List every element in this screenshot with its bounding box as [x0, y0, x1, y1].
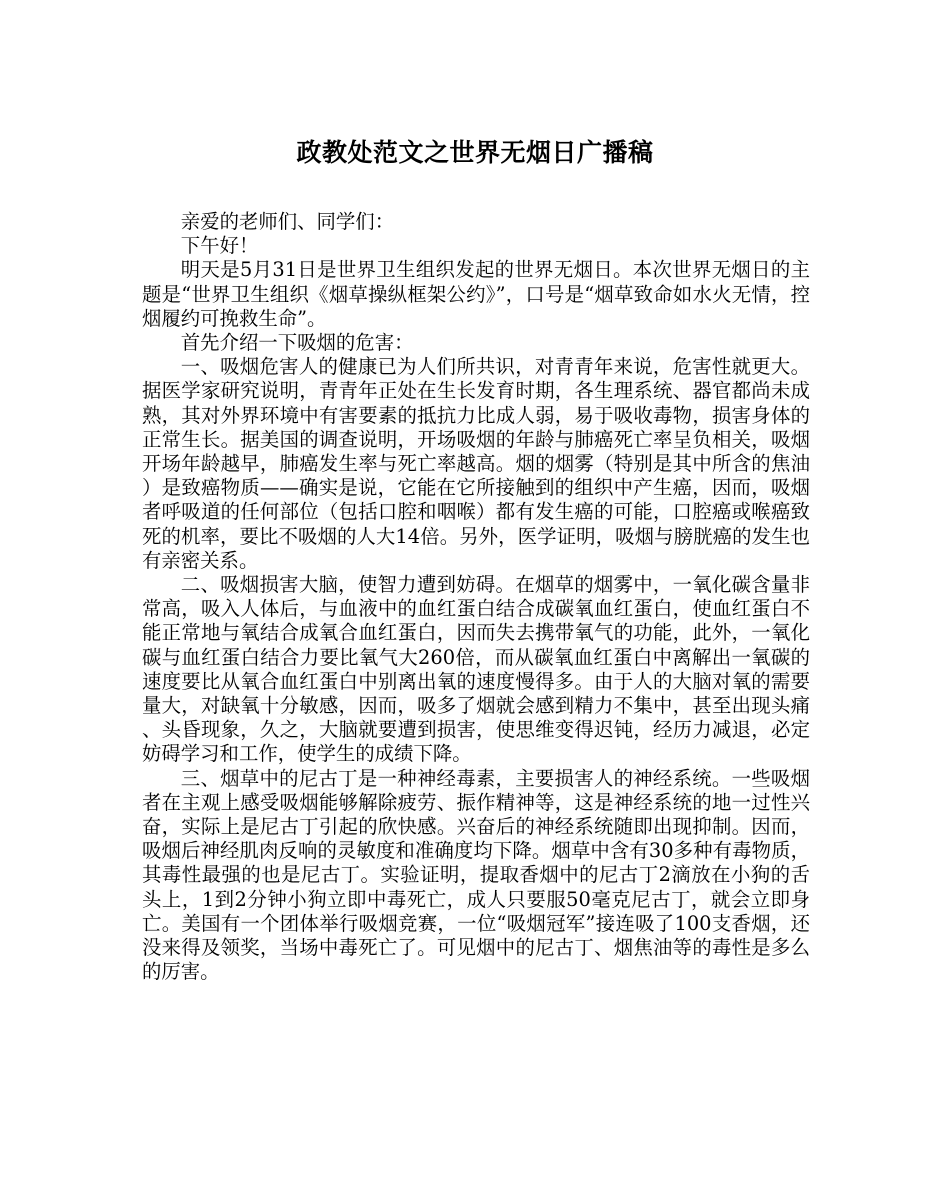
harm-one-paragraph: 一、吸烟危害人的健康已为人们所共识，对青青年来说，危害性就更大。据医学家研究说明，青青年正处在生长发育时期，各生理系统、器官都尚未成熟，其对外界环境中有害要素的抵抗力比成人弱，易于吸收毒物，损害身体的正常生长。据美国的调查说明，开场吸烟的年龄与肺癌死亡率呈负相关，吸烟开场年龄越早，肺癌发生率与死亡率越高。烟的烟雾（特别是其中所含的焦油）是致癌物质——确实是说，它能在它所接触到的组织中产生癌，因而，吸烟者呼吸道的任何部位（包括口腔和咽喉）都有发生癌的可能，口腔癌或喉癌致死的机率，要比不吸烟的人大14倍。另外，医学证明，吸烟与膀胱癌的发生也有亲密关系。 [142, 355, 810, 572]
harm-intro-paragraph: 首先介绍一下吸烟的危害： [180, 331, 414, 355]
greeting-paragraph: 亲爱的老师们、同学们： [180, 210, 395, 233]
harm-two-paragraph: 二、吸烟损害大脑，使智力遭到妨碍。在烟草的烟雾中，一氧化碳含量非常高，吸入人体后，与血液中的血红蛋白结合成碳氧血红蛋白，使血红蛋白不能正常地与氧结合成氧合血红蛋白，因而失去携带氧气的功能，此外，一氧化碳与血红蛋白结合力要比氧气大260倍，而从碳氧血红蛋白中离解出一氧碳的速度要比从氧合血红蛋白中别离出氧的速度慢得多。由于人的大脑对氧的需要量大，对缺氧十分敏感，因而，吸多了烟就会感到精力不集中，甚至出现头痛、头昏现象，久之，大脑就要遭到损害，使思维变得迟钝，经历力减退，必定妨碍学习和工作，使学生的成绩下降。 [142, 573, 810, 766]
intro-paragraph: 明天是5月31日是世界卫生组织发起的世界无烟日。本次世界无烟日的主题是“世界卫生组织《烟草操纵框架公约》”，口号是“烟草致命如水火无情，控烟履约可挽救生命”。 [142, 258, 810, 330]
document-title: 政教处范文之世界无烟日广播稿 [296, 138, 654, 167]
greeting-afternoon-paragraph: 下午好！ [180, 234, 259, 258]
harm-three-paragraph: 三、烟草中的尼古丁是一种神经毒素，主要损害人的神经系统。一些吸烟者在主观上感受吸烟能够解除疲劳、振作精神等，这是神经系统的地一过性兴奋，实际上是尼古丁引起的欣快感。兴奋后的神经系统随即出现抑制。因而，吸烟后神经肌肉反响的灵敏度和准确度均下降。烟草中含有30多种有毒物质，其毒性最强的也是尼古丁。实验证明，提取香烟中的尼古丁2滴放在小狗的舌头上，1到2分钟小狗立即中毒死亡，成人只要服50毫克尼古丁，就会立即身亡。美国有一个团体举行吸烟竞赛，一位“吸烟冠军”接连吸了100支香烟，还没来得及领奖，当场中毒死亡了。可见烟中的尼古丁、烟焦油等的毒性是多么的厉害。 [142, 766, 810, 984]
document-body [142, 210, 810, 985]
